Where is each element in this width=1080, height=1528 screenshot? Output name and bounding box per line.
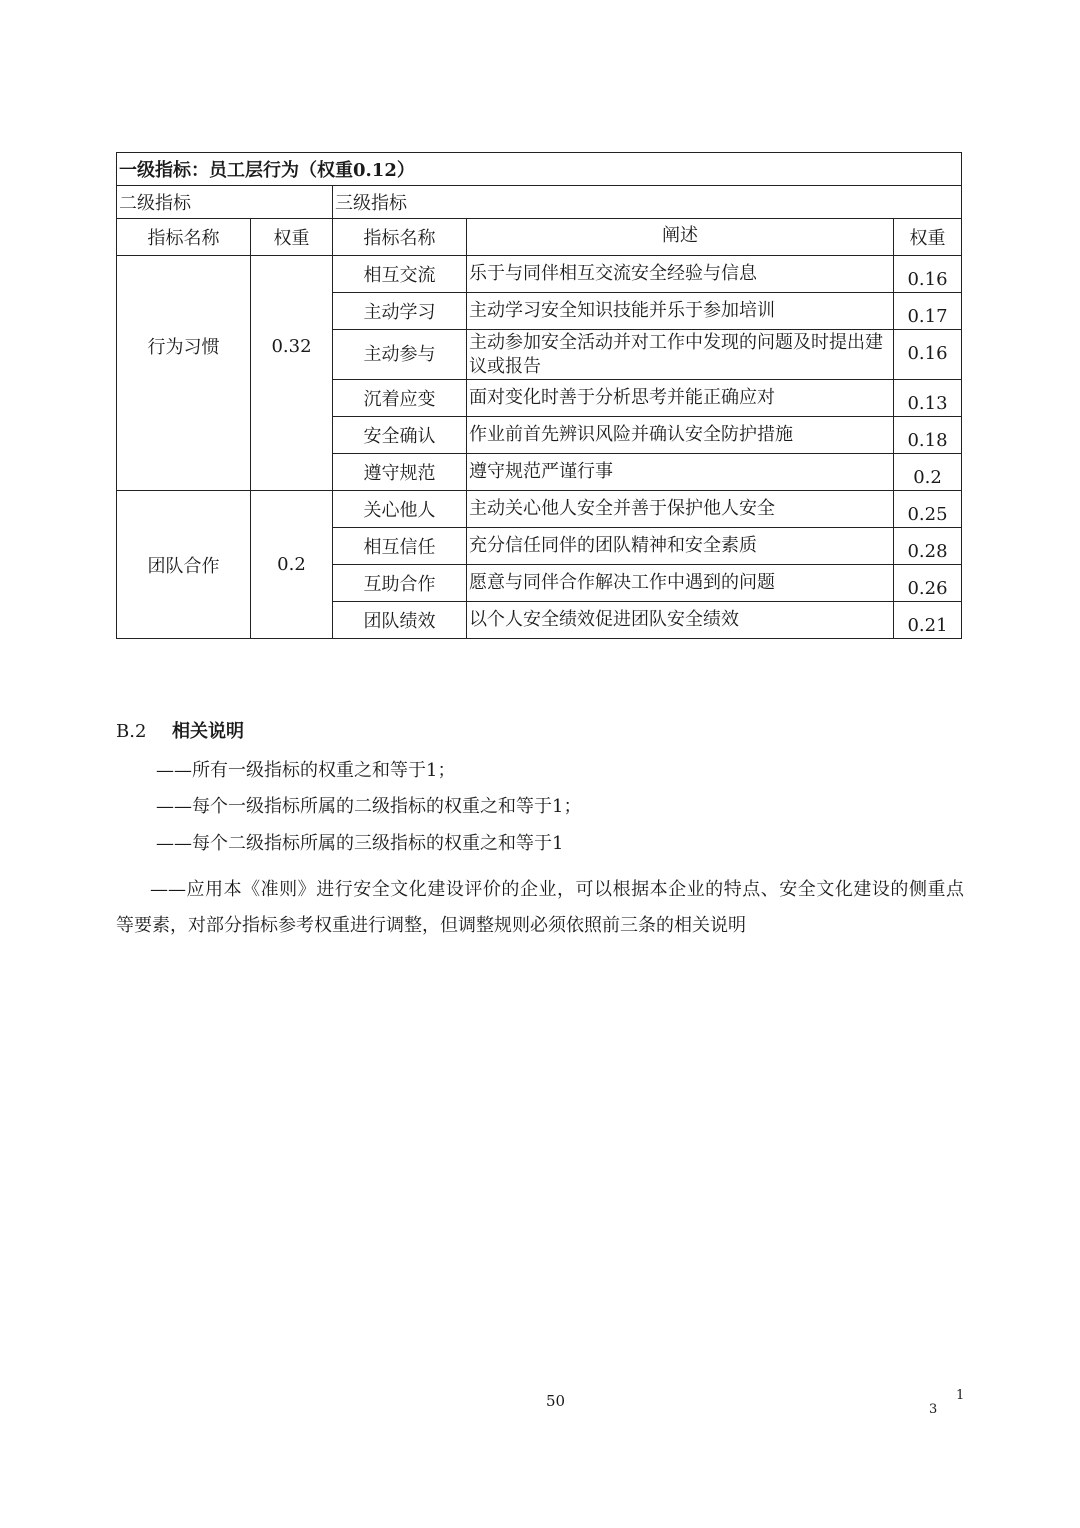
corner-mark-bottom: 3 [929,1402,938,1417]
group-name: 行为习惯 [117,256,251,491]
item-weight: 0.13 [894,380,962,417]
item-weight: 0.17 [894,293,962,330]
item-desc: 乐于与同伴相互交流安全经验与信息 [467,256,894,293]
table-row [117,256,962,293]
item-name: 沉着应变 [333,380,467,417]
item-desc: 充分信任同伴的团队精神和安全素质 [467,528,894,565]
item-desc: 主动参加安全活动并对工作中发现的问题及时提出建议或报告 [467,330,894,380]
item-desc: 以个人安全绩效促进团队安全绩效 [467,602,894,639]
item-weight: 0.18 [894,417,962,454]
item-weight: 0.21 [894,602,962,639]
group-weight: 0.2 [251,491,333,639]
item-name: 相互交流 [333,256,467,293]
body-paragraph: ——应用本《准则》进行安全文化建设评价的企业，可以根据本企业的特点、安全文化建设的侧重点 等要素，对部分指标参考权重进行调整，但调整规则必须依照前三条的相关说明 [116,879,964,936]
item-weight: 0.28 [894,528,962,565]
note-item: ——所有一级指标的权重之和等于1； [156,760,456,781]
item-weight: 0.25 [894,491,962,528]
item-name: 团队绩效 [333,602,467,639]
item-weight: 0.16 [894,256,962,293]
item-name: 主动学习 [333,293,467,330]
level1-title: 一级指标：员工层行为（权重0.12） [117,153,962,186]
item-weight: 0.26 [894,565,962,602]
section-heading [116,717,244,743]
item-name: 相互信任 [333,528,467,565]
level2-header: 二级指标 [117,186,333,219]
item-desc: 遵守规范严谨行事 [467,454,894,491]
item-desc: 主动学习安全知识技能并乐于参加培训 [467,293,894,330]
page-number: 50 [546,1392,566,1410]
item-desc: 主动关心他人安全并善于保护他人安全 [467,491,894,528]
group-weight: 0.32 [251,256,333,491]
note-item: ——每个一级指标所属的二级指标的权重之和等于1； [156,796,582,817]
item-name: 安全确认 [333,417,467,454]
item-name: 关心他人 [333,491,467,528]
col-header-weight: 权重 [251,219,333,256]
note-item: ——每个二级指标所属的三级指标的权重之和等于1 [156,833,564,854]
indicator-table [116,152,962,639]
table-row [117,491,962,528]
level3-header: 三级指标 [333,186,962,219]
item-desc: 面对变化时善于分析思考并能正确应对 [467,380,894,417]
item-name: 互助合作 [333,565,467,602]
item-name: 遵守规范 [333,454,467,491]
section-number: B.2 [116,721,147,742]
section-title: 相关说明 [172,721,244,742]
item-weight: 0.2 [894,454,962,491]
corner-mark-top: 1 [956,1388,965,1403]
group-name: 团队合作 [117,491,251,639]
col-header-weight3: 权重 [894,219,962,256]
item-name: 主动参与 [333,330,467,380]
item-desc: 作业前首先辨识风险并确认安全防护措施 [467,417,894,454]
item-desc: 愿意与同伴合作解决工作中遇到的问题 [467,565,894,602]
col-header-name: 指标名称 [117,219,251,256]
col-header-desc: 阐述 [467,219,894,256]
col-header-name3: 指标名称 [333,219,467,256]
item-weight: 0.16 [894,330,962,380]
